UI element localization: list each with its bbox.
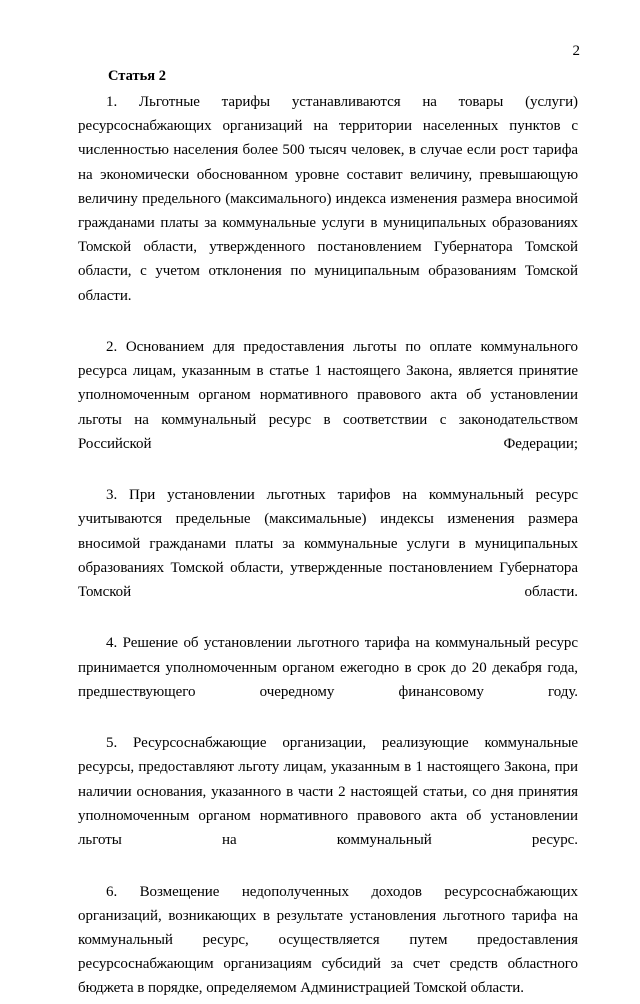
paragraph-3: 3. При установлении льготных тарифов на коммунальный ресурс учитываются предельные (максимальные) индексы изменения размера вносимой гражданами платы за коммунальные услуги в муниципальных образованиях Томской области, утвержденные постановлением Губернатора Томской области. [78, 487, 578, 601]
document-body [78, 66, 578, 1004]
paragraph-6: 6. Возмещение недополученных доходов ресурсоснабжающих организаций, возникающих в результате установления льготного тарифа на коммунальный ресурс, осуществляется путем предоставления ресурсоснабжающим организациям субсидий за счет средств областного бюджета в порядке, определяемом Администрацией Томской области. [78, 883, 578, 997]
paragraph-1: 1. Льготные тарифы устанавливаются на товары (услуги) ресурсоснабжающих организаций на территории населенных пунктов с численностью населения более 500 тысяч человек, в случае если рост тарифа на экономически обоснованном уровне составит величину, превышающую величину предельного (максимального) индекса изменения размера вносимой гражданами платы за коммунальные услуги в муниципальных образованиях Томской области, утвержденного постановлением Губернатора Томской области, с учетом отклонения по муниципальным образованиям Томской области. [78, 94, 578, 304]
paragraph-2: 2. Основанием для предоставления льготы по оплате коммунального ресурса лицам, указанным в статье 1 настоящего Закона, является принятие уполномоченным органом нормативного правового акта об установлении льготы на коммунальный ресурс в соответствии с законодательством Российской Федерации; [78, 339, 578, 452]
paragraph-5: 5. Ресурсоснабжающие организации, реализующие коммунальные ресурсы, предоставляют льготу лицам, указанным в 1 настоящего Закона, при наличии основания, указанного в части 2 настоящей статьи, со дня принятия уполномоченным органом нормативного правового акта об установлении льготы на коммунальный ресурс. [78, 735, 578, 849]
paragraph-4: 4. Решение об установлении льготного тарифа на коммунальный ресурс принимается уполномоченным органом ежегодно в срок до 20 декабря года, предшествующего очередному финансовому году. [78, 635, 578, 700]
article-heading: Статья 2 [108, 68, 166, 84]
page-number: 2 [572, 43, 580, 59]
